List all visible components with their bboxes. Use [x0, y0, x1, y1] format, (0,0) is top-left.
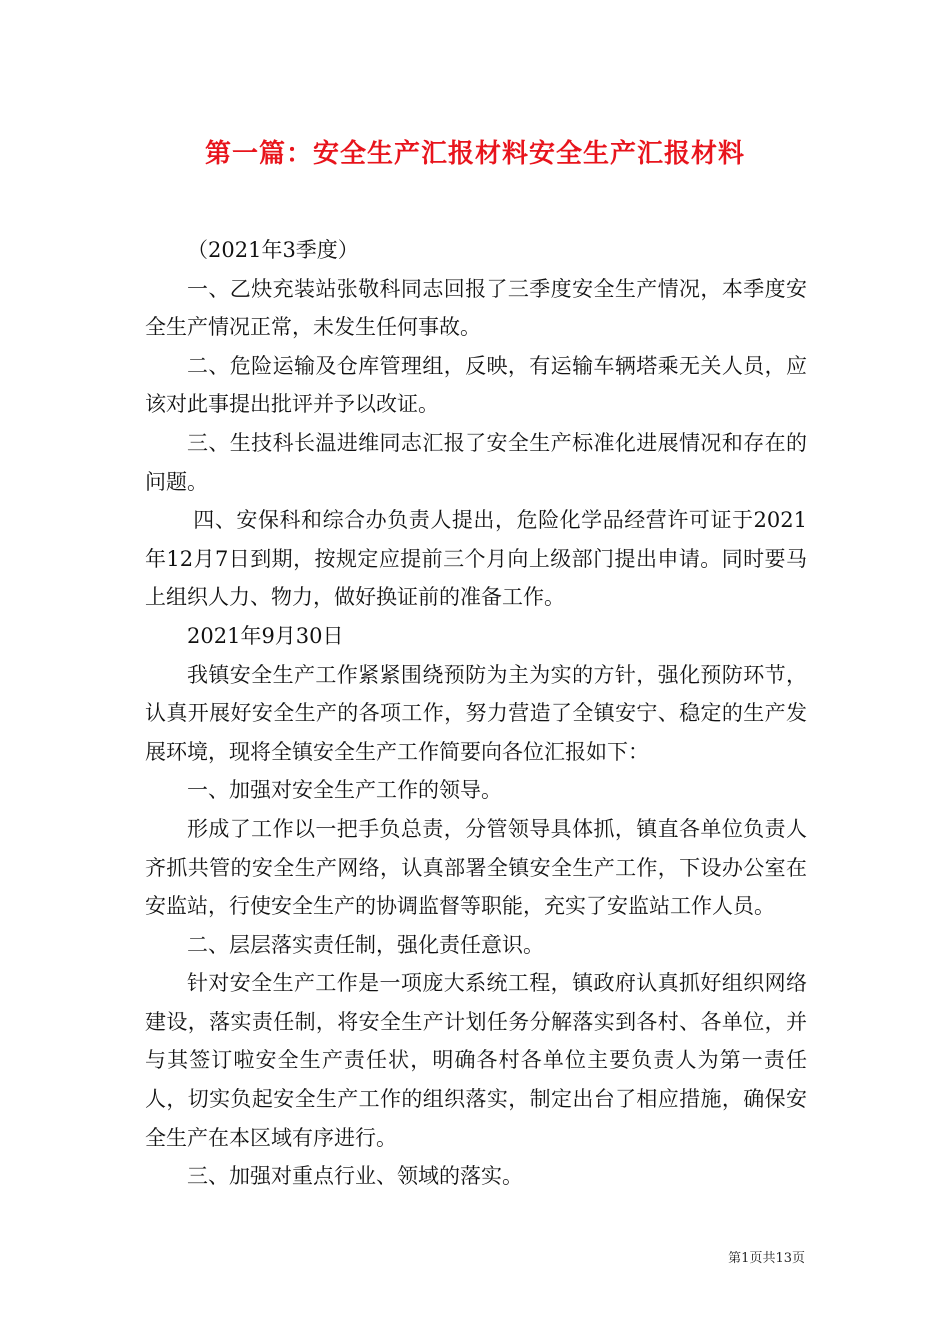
document-body	[145, 231, 807, 1196]
paragraph-item-4: 四、安保科和综合办负责人提出，危险化学品经营许可证于2021年12月7日到期，按规定应提前三个月向上级部门提出申请。同时要马上组织人力、物力，做好换证前的准备工作。	[145, 508, 807, 610]
section-heading-2: 二、层层落实责任制，强化责任意识。	[187, 932, 544, 957]
paragraph-date: 2021年9月30日	[187, 623, 344, 648]
paragraph-section-2: 针对安全生产工作是一项庞大系统工程，镇政府认真抓好组织网络建设，落实责任制，将安全生产计划任务分解落实到各村、各单位，并与其签订啦安全生产责任状，明确各村各单位主要负责人为第一责任人，切实负起安全生产工作的组织落实，制定出台了相应措施，确保安全生产在本区域有序进行。	[145, 971, 807, 1150]
paragraph-quarter: （2021年3季度）	[187, 238, 359, 262]
paragraph-intro: 我镇安全生产工作紧紧围绕预防为主为实的方针，强化预防环节，认真开展好安全生产的各项工作，努力营造了全镇安宁、稳定的生产发展环境，现将全镇安全生产工作简要向各位汇报如下：	[145, 662, 807, 764]
page-title: 第一篇：安全生产汇报材料安全生产汇报材料	[204, 139, 745, 169]
paragraph-item-1: 一、乙炔充装站张敬科同志回报了三季度安全生产情况，本季度安全生产情况正常，未发生任何事故。	[145, 276, 807, 340]
page-number: 第1页共13页	[728, 1251, 805, 1266]
section-heading-1: 一、加强对安全生产工作的领导。	[187, 778, 502, 803]
paragraph-section-1: 形成了工作以一把手负总责，分管领导具体抓，镇直各单位负责人齐抓共管的安全生产网络，认真部署全镇安全生产工作，下设办公室在安监站，行使安全生产的协调监督等职能，充实了安监站工作人员。	[145, 816, 807, 919]
section-heading-3: 三、加强对重点行业、领域的落实。	[187, 1164, 523, 1189]
paragraph-item-3: 三、生技科长温进维同志汇报了安全生产标准化进展情况和存在的问题。	[145, 430, 807, 494]
paragraph-item-2: 二、危险运输及仓库管理组，反映，有运输车辆塔乘无关人员，应该对此事提出批评并予以改证。	[145, 353, 807, 417]
